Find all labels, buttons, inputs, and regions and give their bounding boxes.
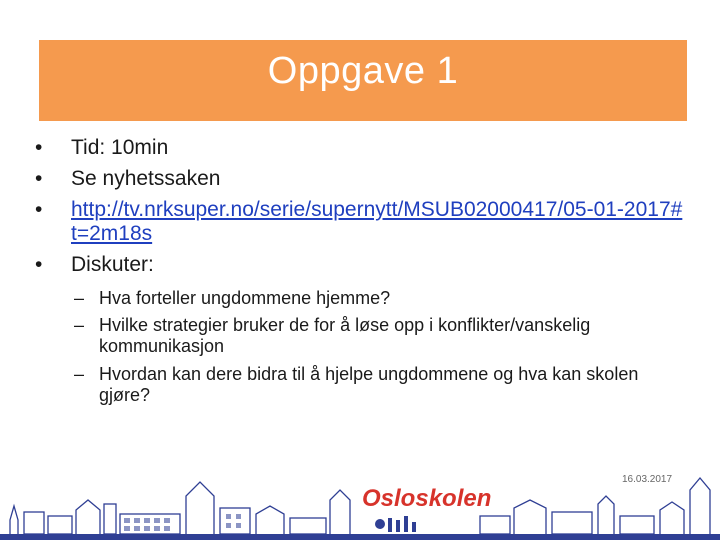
sub-bullet-1: – Hva forteller ungdommene hjemme? [35, 288, 685, 309]
slide-title: Oppgave 1 [267, 50, 459, 92]
skyline-windows [124, 514, 241, 531]
news-link[interactable]: http://tv.nrksuper.no/serie/supernytt/MSUB02000417/05-01-2017#t=2m18s [71, 197, 683, 246]
bullet-watch: • Se nyhetssaken [35, 167, 685, 192]
skyline-left [10, 482, 350, 534]
oslo-skyline-footer [0, 460, 720, 540]
skyline-base [0, 534, 720, 540]
slide-content [35, 136, 685, 412]
title-bar [39, 40, 687, 121]
slide-date: 16.03.2017 [622, 474, 673, 485]
discussion-list [35, 288, 685, 406]
sub-bullet-3: – Hvordan kan dere bidra til å hjelpe ungdommene og hva kan skolen gjøre? [35, 364, 685, 406]
skyline-right [480, 478, 710, 534]
bullet-link-item [35, 198, 685, 248]
logo-text: Osloskolen [362, 485, 492, 512]
bullet-discuss: • Diskuter: [35, 253, 685, 278]
sub-bullet-2: – Hvilke strategier bruker de for å løse opp i konflikter/vanskelig kommunikasjon [35, 315, 685, 357]
osloskolen-logo [362, 485, 491, 532]
bullet-time: • Tid: 10min [35, 136, 685, 161]
